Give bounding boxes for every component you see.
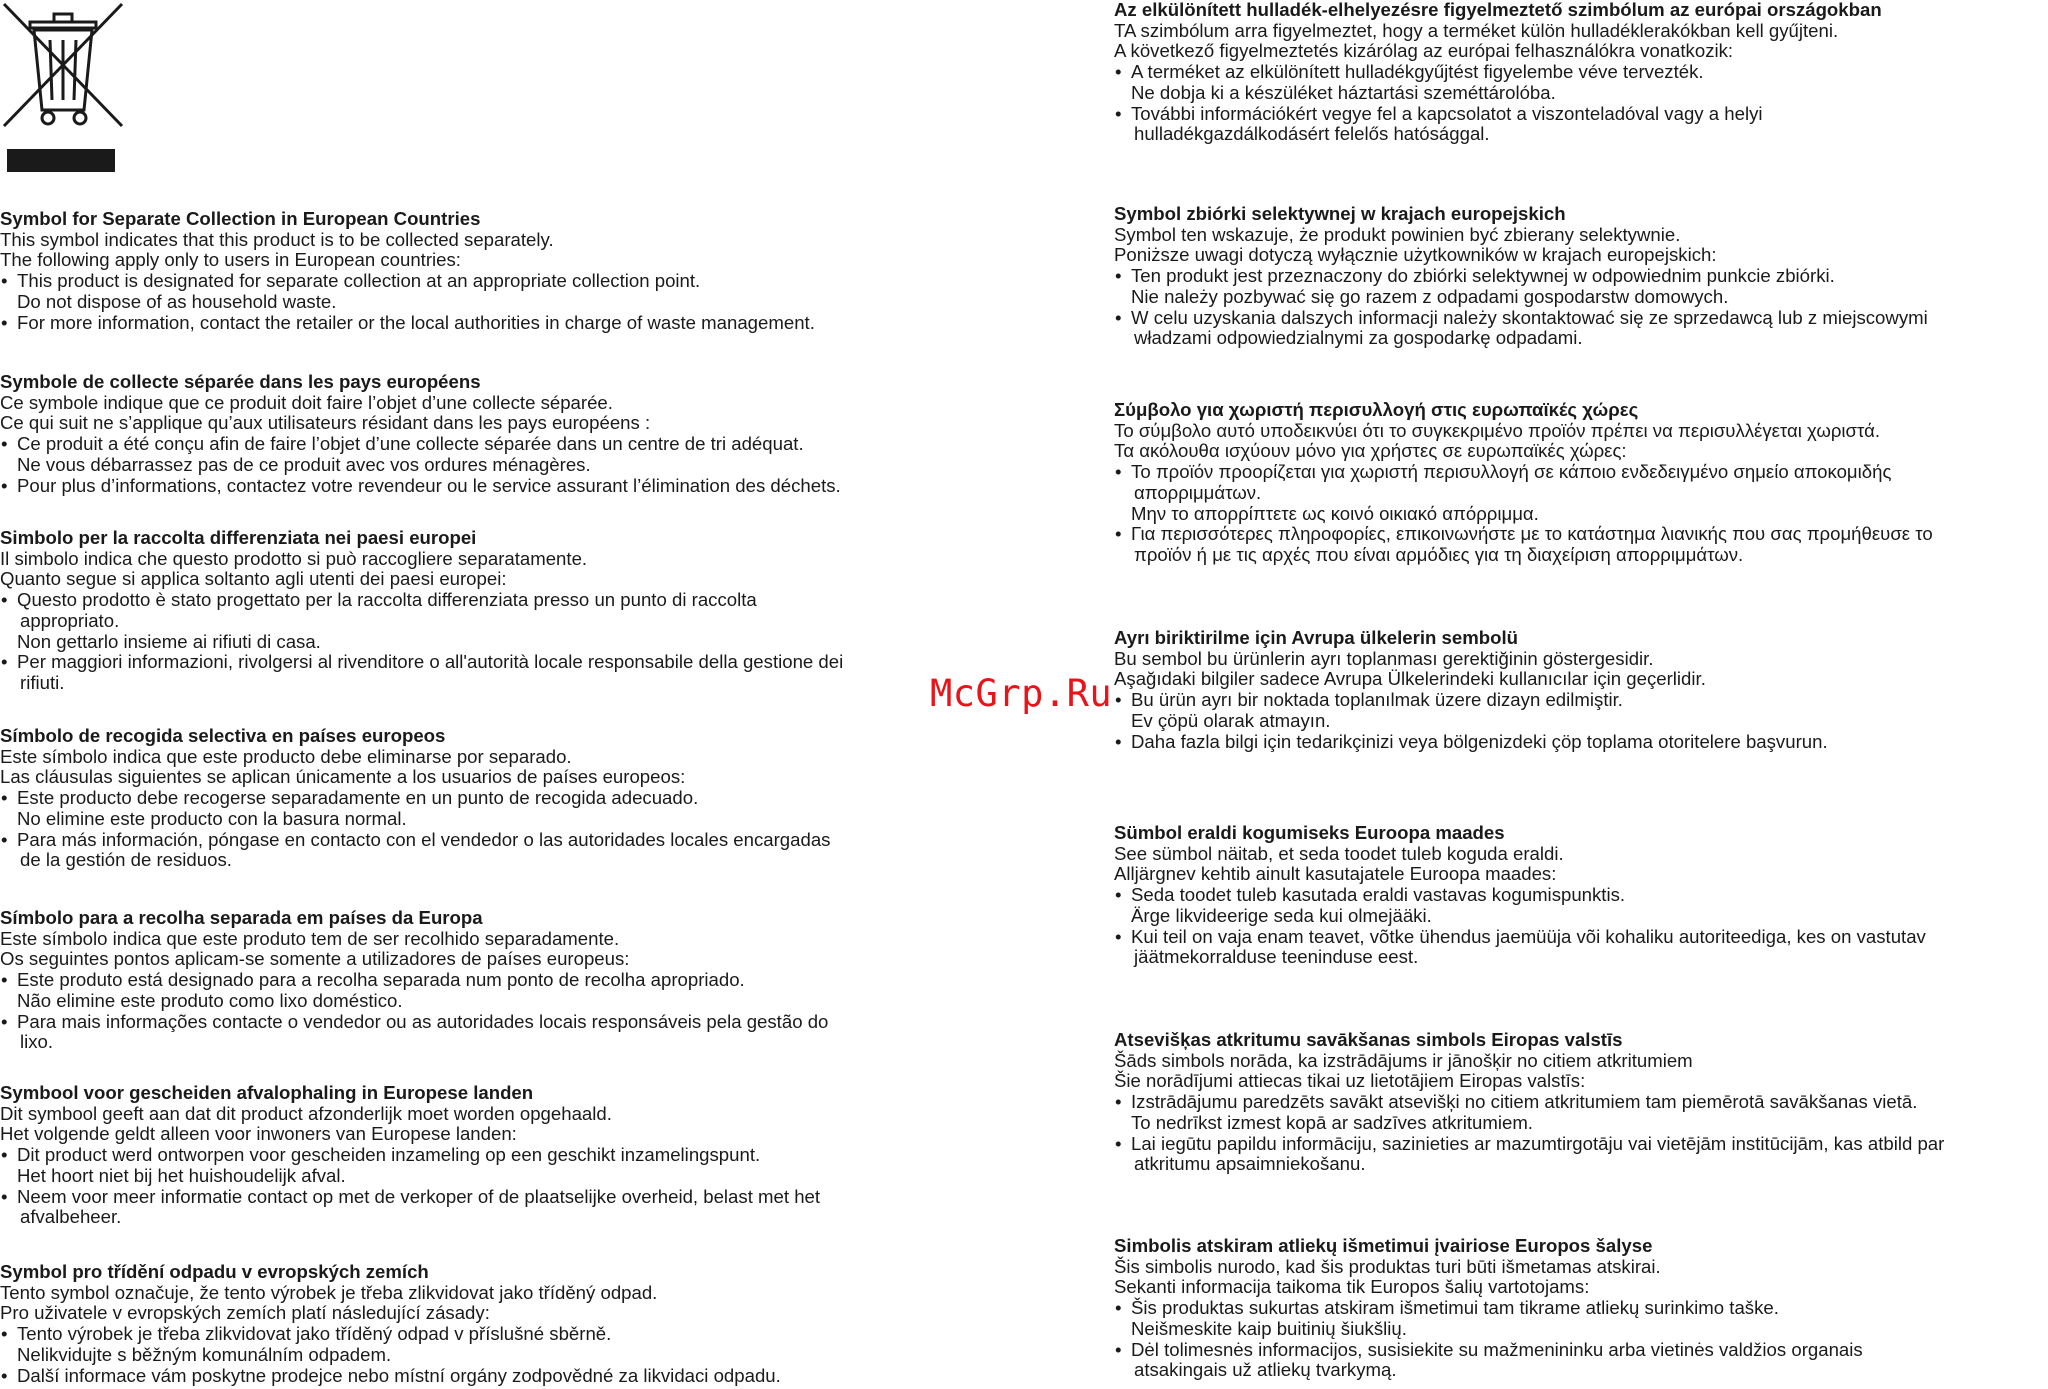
- bullet-continuation: απορριμμάτων.: [1134, 481, 1262, 503]
- section-text: Quanto segue si applica soltanto agli utenti dei paesi europei:: [0, 568, 507, 590]
- section-cs: [0, 1262, 1010, 1386]
- section-title: Ayrı biriktirilme için Avrupa ülkelerin sembolü: [1114, 627, 1519, 648]
- section-text: Alljärgnev kehtib ainult kasutajatele Euroopa maades:: [1114, 863, 1557, 885]
- section-lv: [1114, 1030, 2048, 1175]
- section-lt: [1114, 1236, 2048, 1381]
- section-text: Symbol ten wskazuje, że produkt powinien być zbierany selektywnie.: [1114, 223, 1681, 245]
- bullet-item: • Izstrādājumu paredzēts savākt atsevišķi no citiem atkritumiem tam piemērotā savākšanas vietā.: [1114, 1092, 2048, 1113]
- section-text: Os seguintes pontos aplicam-se somente a utilizadores de países europeus:: [0, 948, 630, 970]
- section-text: Poniższe uwagi dotyczą wyłącznie użytkowników w krajach europejskich:: [1114, 244, 1717, 266]
- section-title: Simbolo per la raccolta differenziata nei paesi europei: [0, 527, 477, 548]
- section-nl: [0, 1083, 1010, 1228]
- bullet-item: • Daha fazla bilgi için tedarikçinizi veya bölgenizdeki çöp toplama otoritelere başvurun.: [1114, 732, 2048, 753]
- section-en: [0, 209, 1010, 333]
- section-title: Symbole de collecte séparée dans les pays européens: [0, 371, 481, 392]
- section-title: Atsevišķas atkritumu savākšanas simbols Eiropas valstīs: [1114, 1029, 1623, 1050]
- section-pt: [0, 908, 1010, 1053]
- section-text: Šis simbolis nurodo, kad šis produktas turi būti išmetamas atskirai.: [1114, 1255, 1661, 1277]
- section-et: [1114, 823, 2048, 968]
- bullet-continuation: władzami odpowiedzialnymi za gospodarkę odpadami.: [1134, 327, 1583, 349]
- watermark-text: McGrp.Ru: [930, 672, 1113, 715]
- section-title: Symbol pro třídění odpadu v evropských zemích: [0, 1261, 429, 1282]
- bullet-item: • Ce produit a été conçu afin de faire l’objet d’une collecte séparée dans un centre de tri adéquat.: [0, 434, 1010, 455]
- section-text: Het volgende geldt alleen voor inwoners van Europese landen:: [0, 1123, 517, 1145]
- bullet-item: • Kui teil on vaja enam teavet, võtke ühendus jaemüüja või kohaliku autoriteediga, kes on vastutav: [1114, 927, 2048, 948]
- bullet-subline: Non gettarlo insieme ai rifiuti di casa.: [17, 630, 321, 652]
- bullet-continuation: atsakingais už atliekų tvarkymą.: [1134, 1359, 1397, 1381]
- section-text: A következő figyelmeztetés kizárólag az európai felhasználókra vonatkozik:: [1114, 40, 1734, 62]
- bullet-subline: Μην το απορρίπτετε ως κοινό οικιακό απόρριμμα.: [1131, 502, 1539, 524]
- section-text: Sekanti informacija taikoma tik Europos šalių vartotojams:: [1114, 1276, 1590, 1298]
- section-text: The following apply only to users in European countries:: [0, 249, 461, 271]
- bullet-item: • Lai iegūtu papildu informāciju, sazinieties ar mazumtirgotāju vai vietējām institūcijām, kas atbild par: [1114, 1134, 2048, 1155]
- bullet-item: • This product is designated for separate collection at an appropriate collection point.: [0, 271, 1010, 292]
- section-title: Az elkülönített hulladék-elhelyezésre figyelmeztető szimbólum az európai országokban: [1114, 0, 1882, 20]
- section-text: Este símbolo indica que este producto debe eliminarse por separado.: [0, 745, 572, 767]
- bullet-subline: Ärge likvideerige seda kui olmejääki.: [1131, 904, 1432, 926]
- section-text: This symbol indicates that this product is to be collected separately.: [0, 228, 554, 250]
- section-text: Šāds simbols norāda, ka izstrādājums ir jānošķir no citiem atkritumiem: [1114, 1049, 1693, 1071]
- section-text: Pro uživatele v evropských zemích platí následující zásady:: [0, 1302, 490, 1324]
- bullet-subline: Não elimine este produto como lixo doméstico.: [17, 989, 403, 1011]
- bullet-subline: Ne dobja ki a készüléket háztartási szeméttárolóba.: [1131, 81, 1556, 103]
- section-text: See sümbol näitab, et seda toodet tuleb koguda eraldi.: [1114, 842, 1564, 864]
- section-text: Dit symbool geeft aan dat dit product afzonderlijk moet worden opgehaald.: [0, 1102, 612, 1124]
- bullet-item: • Seda toodet tuleb kasutada eraldi vastavas kogumispunktis.: [1114, 885, 2048, 906]
- bullet-item: • Για περισσότερες πληροφορίες, επικοινωνήστε με το κατάστημα λιανικής που σας προμήθευσε το: [1114, 524, 2048, 545]
- bullet-continuation: appropriato.: [20, 609, 120, 631]
- bullet-subline: To nedrīkst izmest kopā ar sadzīves atkritumiem.: [1131, 1111, 1533, 1133]
- bullet-item: • Pour plus d’informations, contactez votre revendeur ou le service assurant l’élimination des déchets.: [0, 476, 1010, 497]
- bullet-item: • Este producto debe recogerse separadamente en un punto de recogida adecuado.: [0, 788, 1010, 809]
- bullet-continuation: lixo.: [20, 1031, 54, 1053]
- section-title: Symbol for Separate Collection in European Countries: [0, 208, 481, 229]
- bullet-item: • Per maggiori informazioni, rivolgersi al rivenditore o all'autorità locale responsabile della gestione dei: [0, 652, 1010, 673]
- bullet-continuation: de la gestión de residuos.: [20, 849, 232, 871]
- section-title: Simbolis atskiram atliekų išmetimui įvairiose Europos šalyse: [1114, 1235, 1653, 1256]
- bullet-item: • Το προϊόν προορίζεται για χωριστή περισυλλογή σε κάποιο ενδεδειγμένο σημείο αποκομιδής: [1114, 462, 2048, 483]
- section-title: Symbol zbiórki selektywnej w krajach europejskich: [1114, 203, 1566, 224]
- bullet-continuation: jäätmekorralduse teeninduse eest.: [1134, 946, 1419, 968]
- section-tr: [1114, 628, 2048, 752]
- bullet-item: • Ten produkt jest przeznaczony do zbiórki selektywnej w odpowiednim punkcie zbiórki.: [1114, 266, 2048, 287]
- section-hu: [1114, 0, 2048, 145]
- section-title: Símbolo para a recolha separada em países da Europa: [0, 907, 483, 928]
- bullet-continuation: rifiuti.: [20, 671, 65, 693]
- section-title: Symbool voor gescheiden afvalophaling in Europese landen: [0, 1082, 534, 1103]
- section-text: Τα ακόλουθα ισχύουν μόνο για χρήστες σε ευρωπαϊκές χώρες:: [1114, 440, 1627, 462]
- bullet-subline: Ne vous débarrassez pas de ce produit avec vos ordures ménagères.: [17, 453, 591, 475]
- section-text: Tento symbol označuje, že tento výrobek je třeba zlikvidovat jako tříděný odpad.: [0, 1281, 658, 1303]
- section-text: Šie norādījumi attiecas tikai uz lietotājiem Eiropas valstīs:: [1114, 1070, 1586, 1092]
- bullet-subline: Nelikvidujte s běžným komunálním odpadem.: [17, 1343, 392, 1365]
- bullet-subline: Het hoort niet bij het huishoudelijk afval.: [17, 1164, 346, 1186]
- section-text: Ce qui suit ne s’applique qu’aux utilisateurs résidant dans les pays européens :: [0, 412, 651, 434]
- section-text: Aşağıdaki bilgiler sadece Avrupa Ülkelerindeki kullanıcılar için geçerlidir.: [1114, 668, 1706, 690]
- section-text: Bu sembol bu ürünlerin ayrı toplanması gerektiğinin göstergesidir.: [1114, 647, 1654, 669]
- bullet-item: • Dėl tolimesnės informacijos, susisiekite su mažmenininku arba vietinės valdžios organais: [1114, 1340, 2048, 1361]
- bullet-item: • Bu ürün ayrı bir noktada toplanılmak üzere dizayn edilmiştir.: [1114, 690, 2048, 711]
- section-it: [0, 528, 1010, 694]
- bullet-item: • A terméket az elkülönített hulladékgyűjtést figyelembe véve tervezték.: [1114, 62, 2048, 83]
- section-text: Il simbolo indica che questo prodotto si può raccogliere separatamente.: [0, 547, 588, 569]
- bullet-item: • Další informace vám poskytne prodejce nebo místní orgány zodpovědné za likvidaci odpadu.: [0, 1366, 1010, 1387]
- bullet-continuation: atkritumu apsaimniekošanu.: [1134, 1153, 1366, 1175]
- bullet-item: • For more information, contact the retailer or the local authorities in charge of waste management.: [0, 313, 1010, 334]
- section-title: Símbolo de recogida selectiva en países europeos: [0, 725, 446, 746]
- bullet-subline: No elimine este producto con la basura normal.: [17, 807, 407, 829]
- section-pl: [1114, 204, 2048, 349]
- section-es: [0, 726, 1010, 871]
- bullet-item: • Neem voor meer informatie contact op met de verkoper of de plaatselijke overheid, belast met het: [0, 1187, 1010, 1208]
- section-el: [1114, 400, 2048, 566]
- section-title: Σύμβολο για χωριστή περισυλλογή στις ευρωπαϊκές χώρες: [1114, 399, 1639, 420]
- bullet-subline: Neišmeskite kaip buitinių šiukšlių.: [1131, 1317, 1407, 1339]
- section-text: TA szimbólum arra figyelmeztet, hogy a terméket külön hulladéklerakókban kell gyűjteni.: [1114, 19, 1839, 41]
- bullet-continuation: προϊόν ή με τις αρχές που είναι αρμόδιες για τη διαχείριση απορριμμάτων.: [1134, 543, 1744, 565]
- section-fr: [0, 372, 1010, 496]
- right-column: [1114, 0, 2048, 1389]
- bullet-item: • Tento výrobek je třeba zlikvidovat jako tříděný odpad v příslušné sběrně.: [0, 1324, 1010, 1345]
- section-text: Ce symbole indique que ce produit doit faire l’objet d’une collecte séparée.: [0, 391, 613, 413]
- bullet-item: • Šis produktas sukurtas atskiram išmetimui tam tikrame atliekų surinkimo taške.: [1114, 1298, 2048, 1319]
- bullet-item: • Dit product werd ontworpen voor gescheiden inzameling op een geschikt inzamelingspunt.: [0, 1145, 1010, 1166]
- bullet-continuation: hulladékgazdálkodásért felelős hatósággal.: [1134, 123, 1490, 145]
- bullet-subline: Nie należy pozbywać się go razem z odpadami gospodarstw domowych.: [1131, 285, 1729, 307]
- bullet-subline: Do not dispose of as household waste.: [17, 290, 337, 312]
- bullet-continuation: afvalbeheer.: [20, 1206, 122, 1228]
- left-column: [0, 0, 1010, 1389]
- section-text: Las cláusulas siguientes se aplican únicamente a los usuarios de países europeos:: [0, 766, 686, 788]
- bullet-item: • További információkért vegye fel a kapcsolatot a viszonteladóval vagy a helyi: [1114, 104, 2048, 125]
- bullet-item: • W celu uzyskania dalszych informacji należy skontaktować się ze sprzedawcą lub z miejscowymi: [1114, 308, 2048, 329]
- bullet-item: • Para mais informações contacte o vendedor ou as autoridades locais responsáveis pela gestão do: [0, 1012, 1010, 1033]
- bullet-item: • Este produto está designado para a recolha separada num ponto de recolha apropriado.: [0, 970, 1010, 991]
- bullet-item: • Questo prodotto è stato progettato per la raccolta differenziata presso un punto di raccolta: [0, 590, 1010, 611]
- bullet-item: • Para más información, póngase en contacto con el vendedor o las autoridades locales encargadas: [0, 830, 1010, 851]
- section-title: Sümbol eraldi kogumiseks Euroopa maades: [1114, 822, 1505, 843]
- section-text: Το σύμβολο αυτό υποδεικνύει ότι το συγκεκριμένο προϊόν πρέπει να περισυλλέγεται χωριστά.: [1114, 419, 1881, 441]
- section-text: Este símbolo indica que este produto tem de ser recolhido separadamente.: [0, 927, 620, 949]
- bullet-subline: Ev çöpü olarak atmayın.: [1131, 709, 1331, 731]
